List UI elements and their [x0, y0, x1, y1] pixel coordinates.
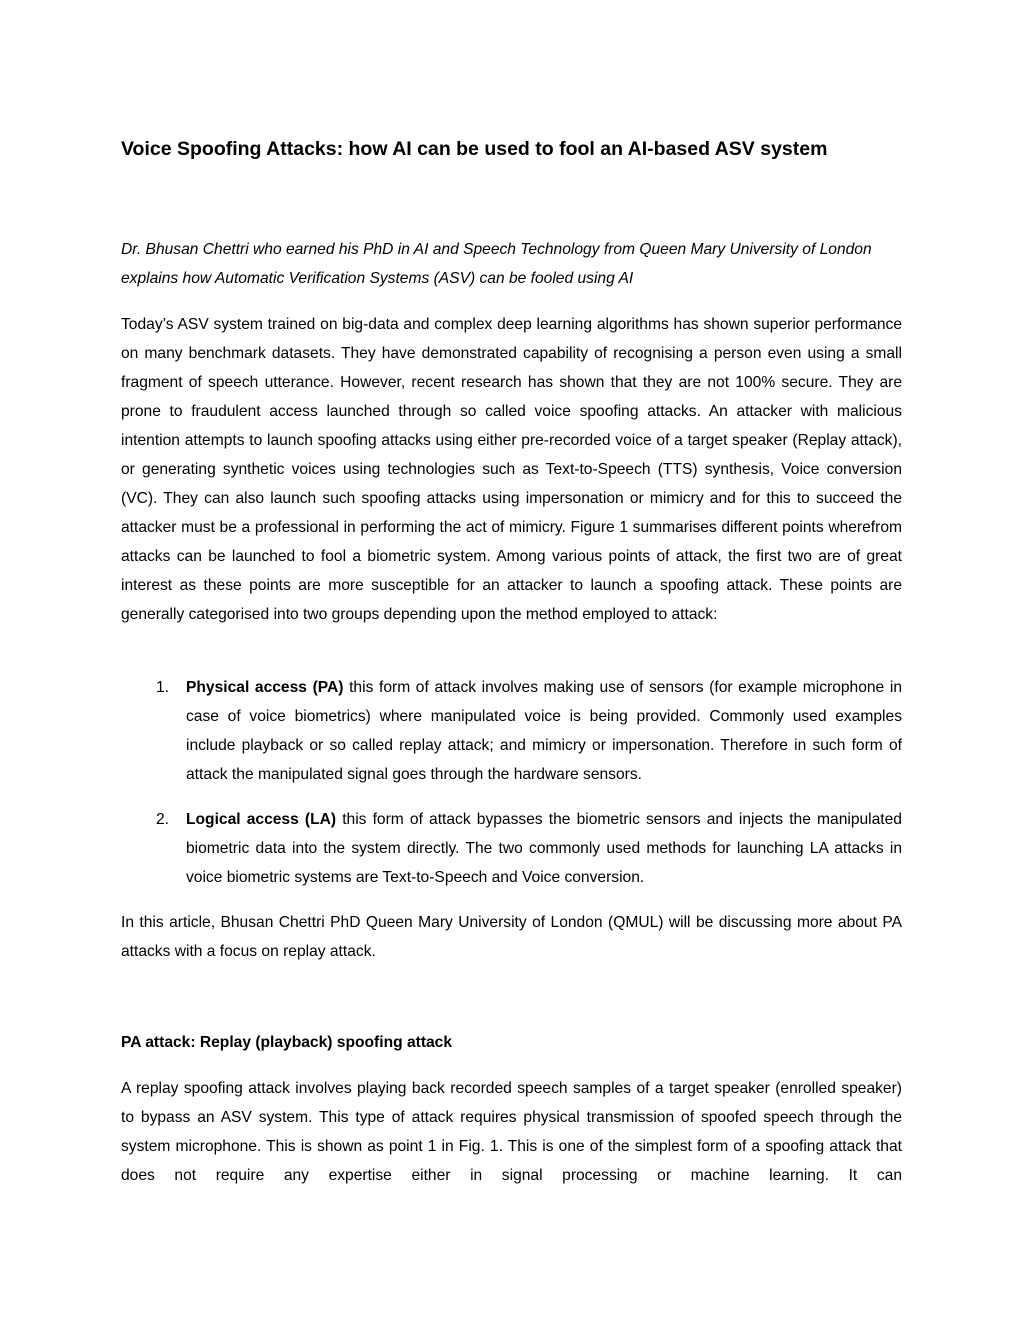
list-item-number: 1. — [156, 679, 170, 696]
list-item-number: 2. — [156, 811, 170, 828]
body-paragraph-2: In this article, Bhusan Chettri PhD Queen Mary University of London (QMUL) will be discussing more about PA attacks with a focus on replay attack. — [121, 914, 902, 960]
list-item-term: Logical access (LA) — [186, 811, 337, 828]
section-subheading: PA attack: Replay (playback) spoofing attack — [121, 1034, 453, 1051]
document-title: Voice Spoofing Attacks: how AI can be used to fool an AI-based ASV system — [121, 138, 828, 160]
body-paragraph-3: A replay spoofing attack involves playing back recorded speech samples of a target speaker (enrolled speaker) to bypass an ASV system. This type of attack requires physical transmission of spoofed speech through the system microphone. This is shown as point 1 in Fig. 1. This is one of the simplest form of a spoofing attack that does not require any expertise either in signal processing or machine learning. It can — [121, 1080, 902, 1184]
list-item-text: this form of attack bypasses the biometric sensors and injects the manipulated biometric data into the system directly. The two commonly used methods for launching LA attacks in voice biometric systems are Text-to-Speech and Voice conversion. — [186, 811, 902, 886]
numbered-list-item-1-container — [121, 673, 902, 789]
list-item-text: this form of attack involves making use of sensors (for example microphone in case of voice biometrics) where manipulated voice is being provided. Commonly used examples include playback or so called replay attack; and mimicry or impersonation. Therefore in such form of attack the manipulated signal goes through the hardware sensors. — [186, 679, 902, 783]
numbered-list-item-2-container — [121, 805, 902, 892]
list-item — [121, 673, 902, 789]
intro-paragraph: Dr. Bhusan Chettri who earned his PhD in AI and Speech Technology from Queen Mary University of London explains how Automatic Verification Systems (ASV) can be fooled using AI — [121, 241, 872, 287]
list-item — [121, 805, 902, 892]
list-item-term: Physical access (PA) — [186, 679, 344, 696]
body-paragraph-1: Today’s ASV system trained on big-data and complex deep learning algorithms has shown superior performance on many benchmark datasets. They have demonstrated capability of recognising a person even using a small fragment of speech utterance. However, recent research has shown that they are not 100% secure. They are prone to fraudulent access launched through so called voice spoofing attacks. An attacker with malicious intention attempts to launch spoofing attacks using either pre-recorded voice of a target speaker (Replay attack), or generating synthetic voices using technologies such as Text-to-Speech (TTS) synthesis, Voice conversion (VC). They can also launch such spoofing attacks using impersonation or mimicry and for this to succeed the attacker must be a professional in performing the act of mimicry. Figure 1 summarises different points wherefrom attacks can be launched to fool a biometric system. Among various points of attack, the first two are of great interest as these points are more susceptible for an attacker to launch a spoofing attack. These points are generally categorised into two groups depending upon the method employed to attack: — [121, 316, 902, 623]
